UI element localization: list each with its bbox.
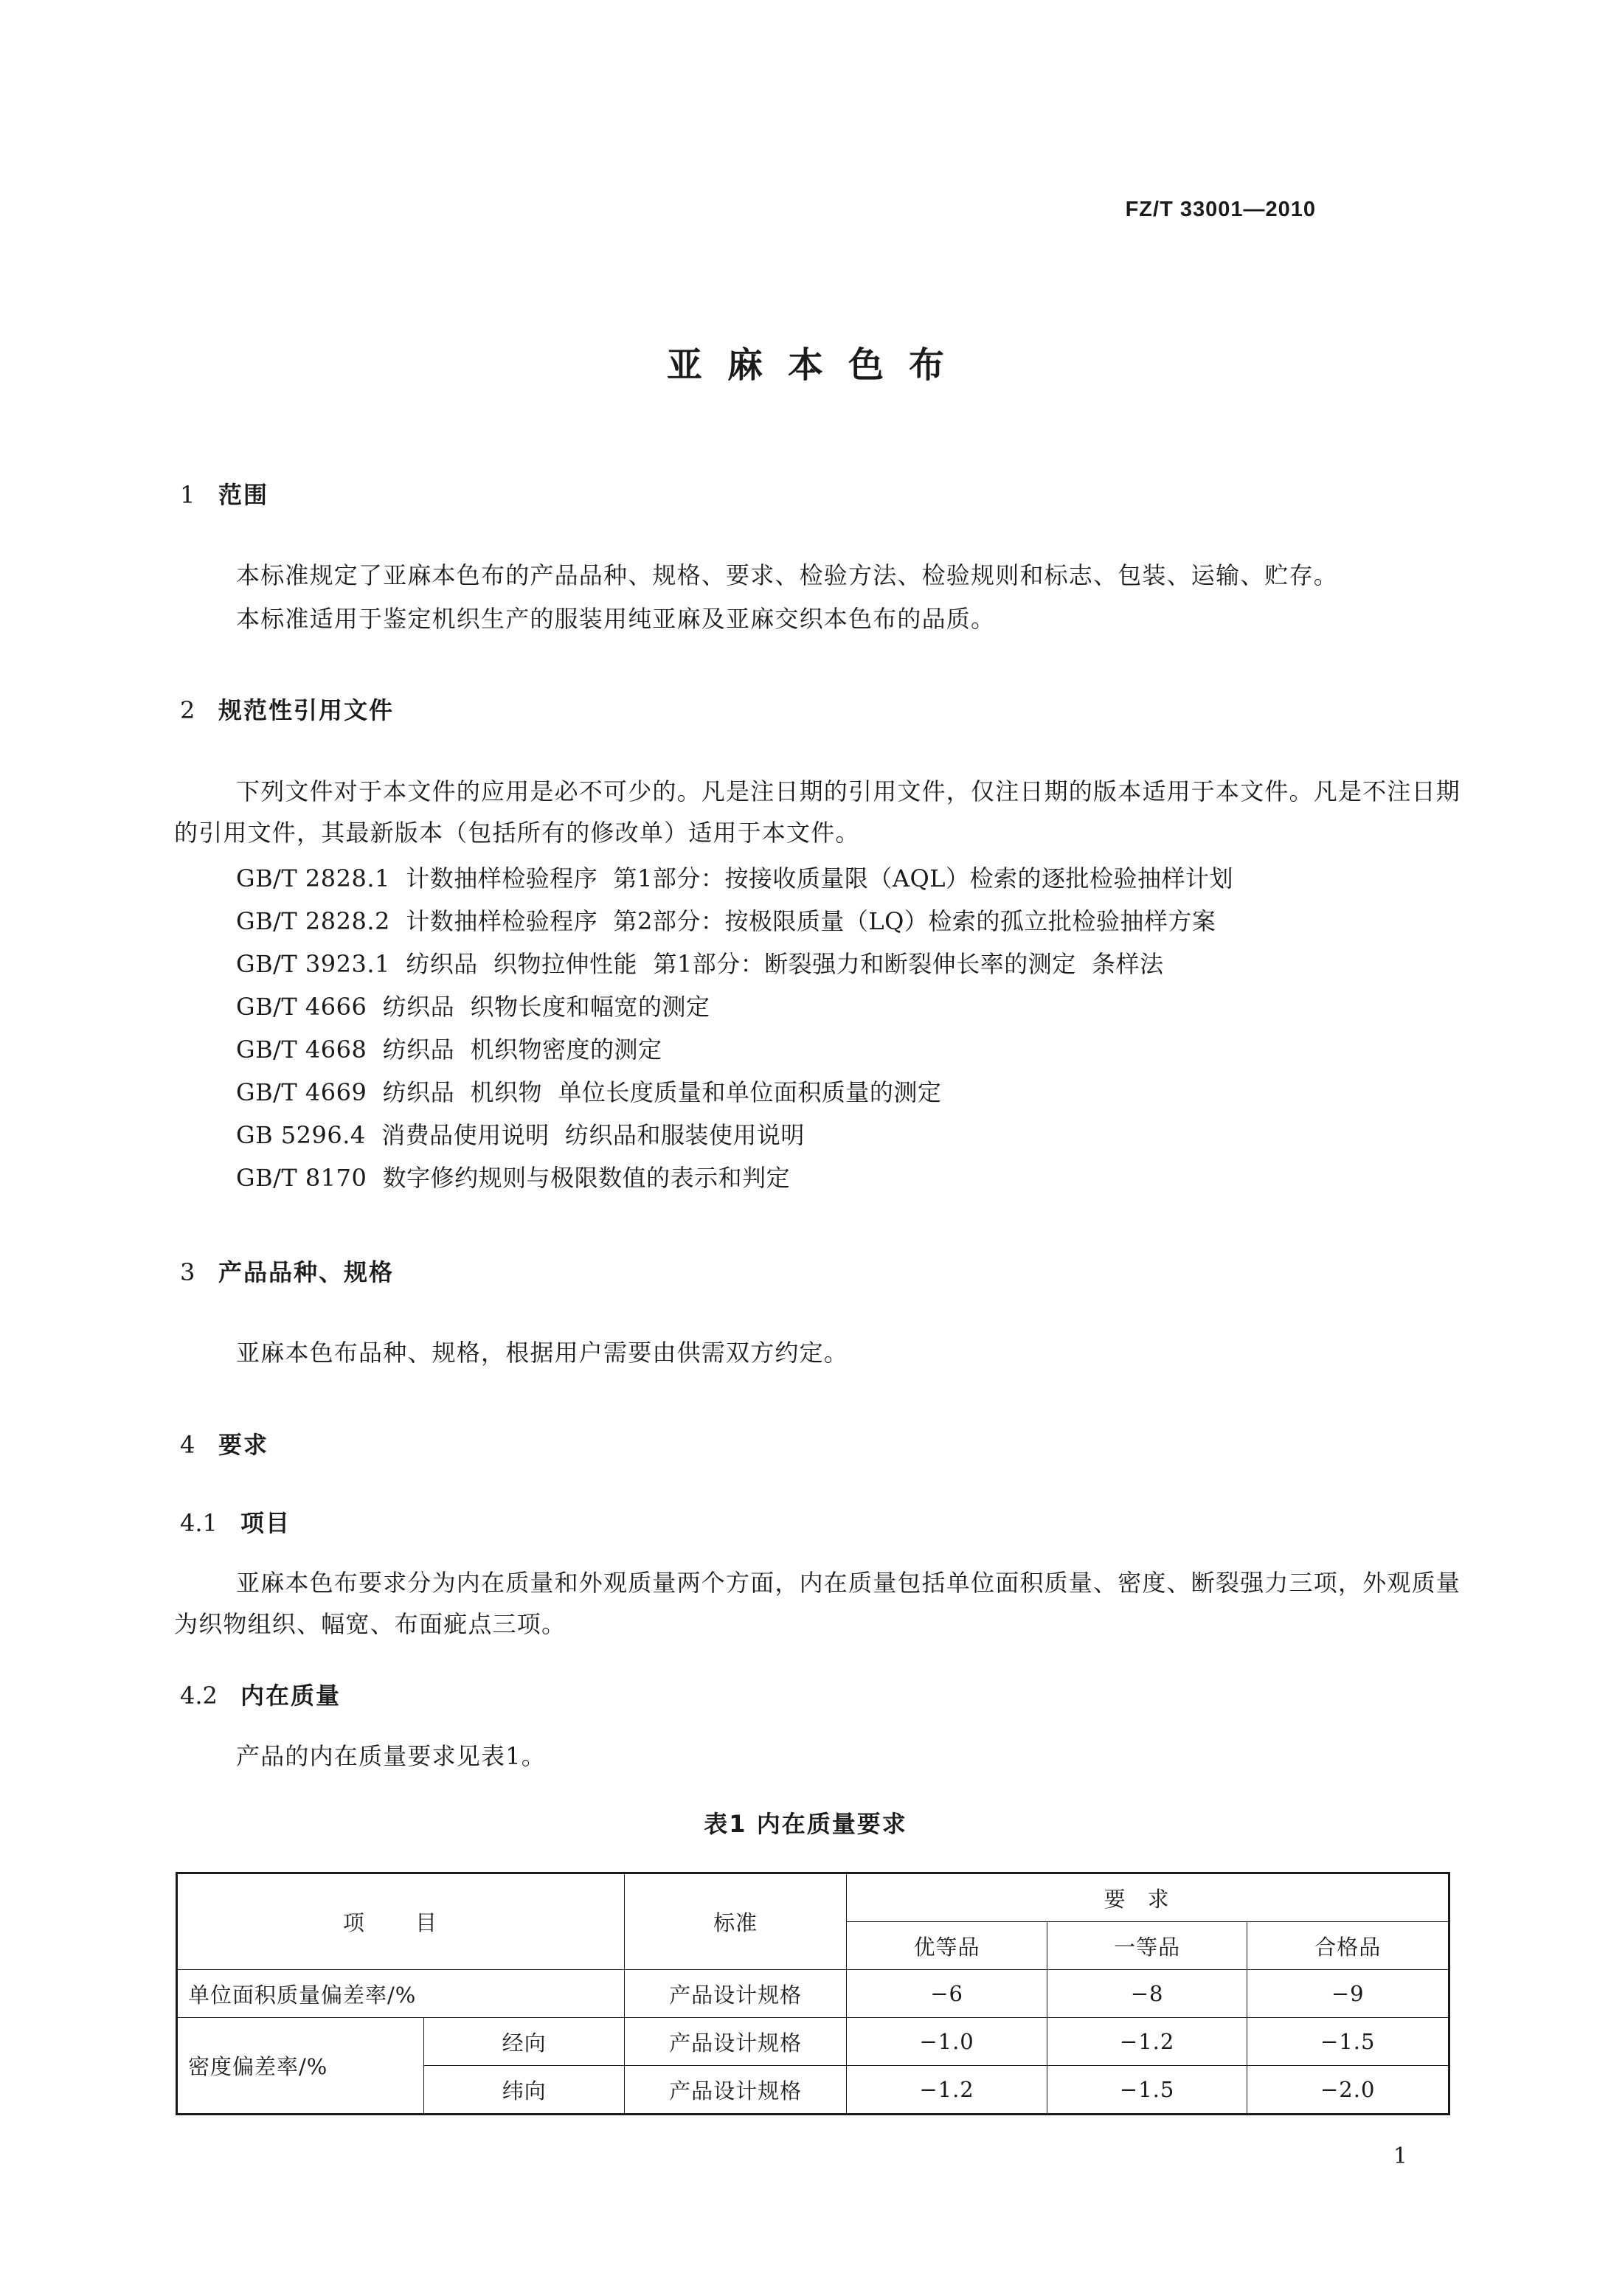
- reference-item: GB/T 4669 纺织品 机织物 单位长度质量和单位面积质量的测定: [236, 1078, 942, 1106]
- section-number: 4.1: [180, 1509, 218, 1537]
- cell-value: −1.2: [847, 2066, 1047, 2115]
- cell-value: −8: [1047, 1970, 1247, 2018]
- header-standard: 标准: [624, 1873, 846, 1970]
- paragraph: 本标准规定了亚麻本色布的产品品种、规格、要求、检验方法、检验规则和标志、包装、运输、贮存。: [236, 561, 1339, 589]
- reference-item: GB/T 4668 纺织品 机织物密度的测定: [236, 1036, 662, 1064]
- cell-value: −1.2: [1047, 2018, 1247, 2066]
- section-4-heading: [180, 1426, 268, 1460]
- row-sublabel: 经向: [424, 2018, 624, 2066]
- reference-item: GB/T 2828.1 计数抽样检验程序 第1部分：按接收质量限（AQL）检索的逐批检验抽样计划: [236, 864, 1233, 892]
- section-3-heading: [180, 1254, 394, 1288]
- header-grade: 一等品: [1047, 1922, 1247, 1970]
- document-title: 亚麻本色布: [666, 344, 969, 386]
- reference-item: GB/T 4666 纺织品 织物长度和幅宽的测定: [236, 993, 710, 1021]
- cell-value: −1.0: [847, 2018, 1047, 2066]
- table-header-row: [177, 1873, 1449, 1922]
- cell-value: −6: [847, 1970, 1047, 2018]
- table-caption: 表1 内在质量要求: [704, 1810, 907, 1838]
- reference-item: GB/T 3923.1 纺织品 织物拉伸性能 第1部分：断裂强力和断裂伸长率的测定 条样法: [236, 950, 1164, 978]
- header-item: 项 目: [177, 1873, 625, 1970]
- cell-value: −1.5: [1247, 2018, 1449, 2066]
- paragraph: 亚麻本色布要求分为内在质量和外观质量两个方面，内在质量包括单位面积质量、密度、断裂强力三项，外观质量为织物组织、幅宽、布面疵点三项。: [174, 1569, 1461, 1638]
- section-title: 产品品种、规格: [218, 1258, 395, 1286]
- reference-item: GB/T 2828.2 计数抽样检验程序 第2部分：按极限质量（LQ）检索的孤立批检验抽样方案: [236, 907, 1216, 935]
- cell-standard: 产品设计规格: [624, 2066, 846, 2115]
- header-requirement: 要求: [847, 1873, 1449, 1922]
- section-title: 规范性引用文件: [218, 696, 395, 724]
- section-number: 3: [180, 1258, 195, 1286]
- paragraph: 产品的内在质量要求见表1。: [236, 1742, 546, 1770]
- section-title: 内在质量: [240, 1682, 342, 1710]
- section-1-heading: [180, 476, 268, 510]
- table-row: [177, 2018, 1449, 2066]
- reference-item: GB 5296.4 消费品使用说明 纺织品和服装使用说明: [236, 1121, 805, 1149]
- section-number: 4: [180, 1431, 195, 1459]
- table-row: [177, 1970, 1449, 2018]
- section-title: 范围: [218, 481, 269, 509]
- cell-value: −1.5: [1047, 2066, 1247, 2115]
- section-4-1-heading: [180, 1505, 291, 1539]
- row-label: 密度偏差率/%: [177, 2018, 424, 2115]
- header-grade: 合格品: [1247, 1922, 1449, 1970]
- row-label: 单位面积质量偏差率/%: [177, 1970, 625, 2018]
- standard-code: FZ/T 33001—2010: [1125, 198, 1316, 221]
- quality-requirements-table: [176, 1872, 1450, 2115]
- section-number: 1: [180, 481, 195, 509]
- header-grade: 优等品: [847, 1922, 1047, 1970]
- paragraph: 亚麻本色布品种、规格，根据用户需要由供需双方约定。: [236, 1339, 849, 1367]
- row-sublabel: 纬向: [424, 2066, 624, 2115]
- cell-value: −2.0: [1247, 2066, 1449, 2115]
- section-number: 2: [180, 696, 195, 724]
- cell-value: −9: [1247, 1970, 1449, 2018]
- section-title: 要求: [218, 1431, 269, 1459]
- normative-references-list: [236, 857, 1233, 1199]
- section-number: 4.2: [180, 1682, 218, 1710]
- cell-standard: 产品设计规格: [624, 2018, 846, 2066]
- reference-item: GB/T 8170 数字修约规则与极限数值的表示和判定: [236, 1164, 791, 1192]
- section-4-2-heading: [180, 1677, 341, 1711]
- section-title: 项目: [240, 1509, 291, 1537]
- section-2-heading: [180, 692, 394, 726]
- page-number: 1: [1393, 2143, 1407, 2169]
- cell-standard: 产品设计规格: [624, 1970, 846, 2018]
- paragraph: 下列文件对于本文件的应用是必不可少的。凡是注日期的引用文件，仅注日期的版本适用于本文件。凡是不注日期的引用文件，其最新版本（包括所有的修改单）适用于本文件。: [174, 777, 1461, 847]
- paragraph: 本标准适用于鉴定机织生产的服装用纯亚麻及亚麻交织本色布的品质。: [236, 605, 996, 633]
